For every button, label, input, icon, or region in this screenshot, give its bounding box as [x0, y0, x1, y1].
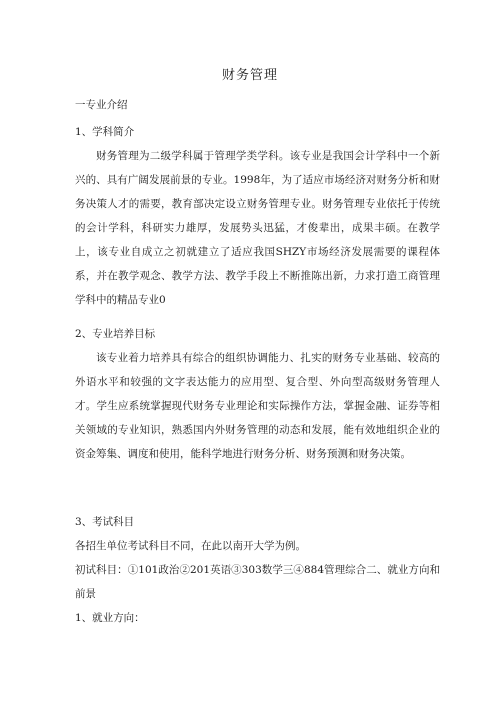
section-heading-intro: 一专业介绍: [75, 99, 128, 111]
subheading-objectives: 2、专业培养目标: [75, 328, 156, 340]
subheading-career-direction: 1、就业方向：: [75, 612, 145, 624]
subheading-overview: 1、学科简介: [75, 126, 135, 138]
subheading-exam-subjects: 3、考试科目: [75, 516, 135, 528]
paragraph-objectives: 该专业着力培养具有综合的组织协调能力、扎实的财务专业基础、较高的外语水平和较强的文字表达能力的应用型、复合型、外向型高级财务管理人才。学生应系统掌握现代财务专业理论和实际操作方法，掌握金融、证券等相关领域的专业知识，熟悉国内外财务管理的动态和发展，能有效地组织企业的资金筹集、调度和使用，能科学地进行财务分析、财务预测和财务决策。: [75, 352, 440, 460]
paragraph-overview: 财务管理为二级学科属于管理学类学科。该专业是我国会计学科中一个新兴的、具有广阔发展前景的专业。1998年，为了适应市场经济对财务分析和财务决策人才的需要，教育部决定设立财务管理专业。财务管理专业依托于传统的会计学科，科研实力雄厚，发展势头迅猛，才俊辈出，成果丰硕。在教学上，该专业自成立之初就建立了适应我国SHZY市场经济发展需要的课程体系，并在教学观念、教学方法、教学手段上不断推陈出新，力求打造工商管理学科中的精品专业0: [75, 150, 440, 306]
exam-note: 各招生单位考试科目不同，在此以南开大学为例。: [75, 540, 306, 552]
exam-subjects-list: 初试科目：①101政治②201英语③303数学三④884管理综合二、就业方向和前景: [75, 564, 440, 600]
page-title: 财务管理: [221, 68, 278, 83]
